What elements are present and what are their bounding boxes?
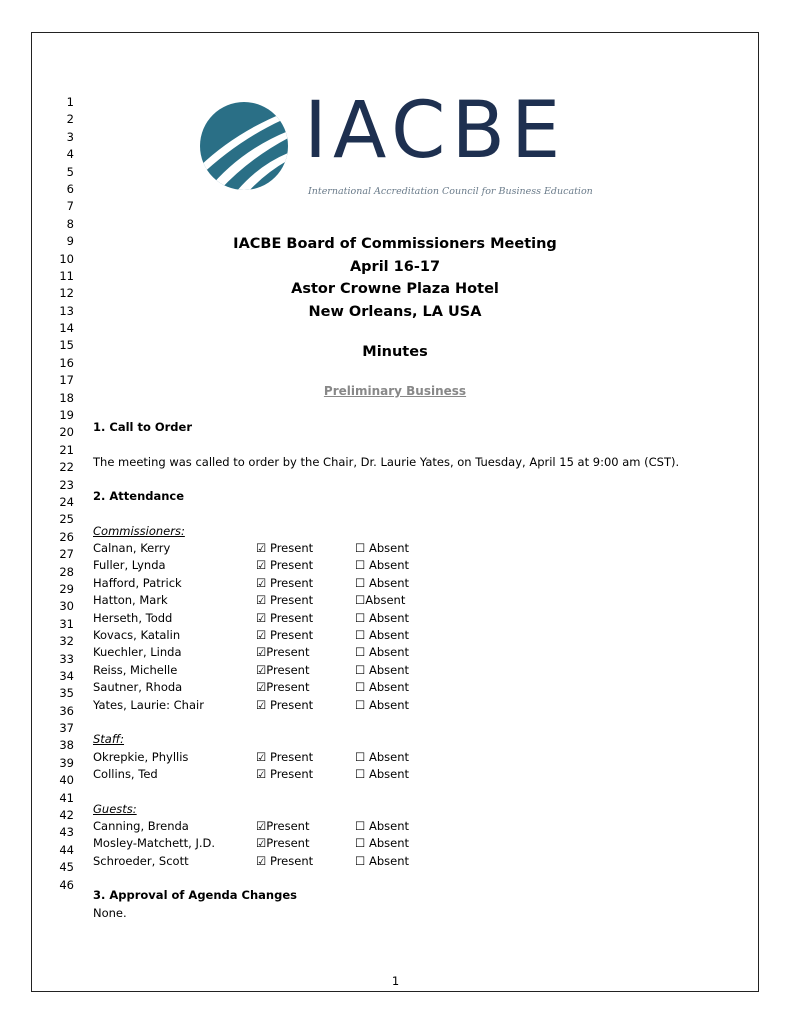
logo-wordmark: IACBE	[304, 86, 567, 176]
line-number: 37	[59, 721, 74, 736]
absent-checkbox: ☐ Absent	[355, 610, 409, 625]
absent-checkbox: ☐ Absent	[355, 853, 409, 868]
attendee-name: Fuller, Lynda	[93, 558, 166, 573]
line-number: 23	[59, 477, 74, 492]
attendee-name: Collins, Ted	[93, 767, 158, 782]
present-checkbox: ☑Present	[256, 819, 310, 833]
line-number: 1	[66, 95, 74, 109]
line-number: 6	[66, 181, 74, 196]
attendee-name: Hafford, Patrick	[93, 575, 182, 590]
attendance-row	[93, 819, 413, 836]
present-checkbox: ☑ Present	[256, 593, 314, 608]
line-number: 14	[59, 321, 74, 336]
page-number: 1	[391, 974, 400, 988]
attendee-name: Yates, Laurie: Chair	[93, 697, 204, 712]
section-agenda-changes-heading: 3. Approval of Agenda Changes	[93, 888, 297, 902]
attendee-name: Herseth, Todd	[93, 610, 173, 625]
present-checkbox: ☑ Present	[256, 750, 314, 764]
line-number: 15	[59, 338, 74, 353]
line-number: 20	[59, 425, 74, 440]
attendance-row	[93, 854, 413, 871]
line-number: 39	[59, 755, 74, 770]
present-checkbox: ☑Present	[256, 836, 310, 851]
line-number: 44	[59, 842, 74, 857]
present-checkbox: ☑ Present	[256, 767, 314, 782]
line-number: 18	[59, 390, 74, 405]
line-number: 27	[59, 547, 74, 562]
iacbe-logo	[196, 86, 596, 200]
line-number: 17	[59, 373, 74, 388]
line-number: 41	[59, 790, 74, 805]
present-checkbox: ☑ Present	[256, 610, 314, 625]
attendee-name: Okrepkie, Phyllis	[93, 750, 189, 764]
absent-checkbox: ☐ Absent	[355, 558, 409, 573]
absent-checkbox: ☐ Absent	[355, 697, 409, 712]
line-number: 21	[59, 442, 74, 457]
absent-checkbox: ☐ Absent	[355, 767, 409, 782]
present-checkbox: ☑ Present	[256, 575, 314, 590]
line-number: 33	[59, 651, 74, 666]
meeting-location: New Orleans, LA USA	[308, 303, 482, 320]
line-number: 25	[59, 512, 74, 527]
absent-checkbox: ☐ Absent	[355, 662, 409, 677]
guests-label: Guests:	[93, 802, 137, 816]
attendee-name: Hatton, Mark	[93, 593, 168, 608]
line-number: 29	[59, 581, 74, 596]
agenda-changes-text: None.	[93, 906, 127, 920]
line-number: 35	[59, 686, 74, 701]
preliminary-business-heading: Preliminary Business	[323, 384, 467, 398]
absent-checkbox: ☐ Absent	[355, 750, 409, 764]
line-number: 7	[66, 199, 74, 214]
attendance-row	[93, 767, 413, 784]
present-checkbox: ☑Present	[256, 662, 310, 677]
attendance-row	[93, 576, 413, 593]
attendee-name: Schroeder, Scott	[93, 853, 189, 868]
line-number: 12	[59, 286, 74, 301]
attendee-name: Kovacs, Katalin	[93, 628, 181, 642]
line-number: 43	[59, 825, 74, 840]
line-number: 22	[59, 460, 74, 475]
attendance-row	[93, 541, 413, 558]
call-to-order-text: The meeting was called to order by the Chair, Dr. Laurie Yates, on Tuesday, April 15 at 9:00 am (CST).	[93, 455, 680, 469]
present-checkbox: ☑Present	[256, 680, 310, 695]
line-number: 38	[59, 738, 74, 753]
meeting-dates: April 16-17	[349, 258, 441, 275]
section-attendance-heading: 2. Attendance	[93, 489, 185, 503]
commissioners-label: Commissioners:	[93, 524, 185, 538]
logo-globe-icon	[196, 100, 296, 192]
absent-checkbox: ☐ Absent	[355, 541, 409, 555]
absent-checkbox: ☐ Absent	[355, 628, 409, 642]
line-number: 24	[59, 494, 74, 509]
line-number: 46	[59, 877, 74, 892]
line-number: 9	[66, 234, 74, 249]
absent-checkbox: ☐Absent	[355, 593, 406, 608]
line-number: 36	[59, 703, 74, 718]
line-number: 2	[66, 112, 74, 127]
attendance-row	[93, 558, 413, 575]
absent-checkbox: ☐ Absent	[355, 819, 409, 833]
attendance-row	[93, 628, 413, 645]
attendance-row	[93, 593, 413, 610]
section-call-to-order-heading: 1. Call to Order	[93, 420, 193, 434]
line-number: 40	[59, 773, 74, 788]
line-number: 4	[66, 147, 74, 162]
attendance-row	[93, 698, 413, 715]
line-number: 42	[59, 808, 74, 823]
attendance-row	[93, 836, 413, 853]
meeting-venue: Astor Crowne Plaza Hotel	[291, 281, 499, 298]
present-checkbox: ☑ Present	[256, 697, 314, 712]
present-checkbox: ☑ Present	[256, 558, 314, 573]
line-number: 8	[66, 216, 74, 231]
line-number: 10	[59, 251, 74, 266]
absent-checkbox: ☐ Absent	[355, 645, 409, 660]
absent-checkbox: ☐ Absent	[355, 836, 409, 851]
line-number: 28	[59, 564, 74, 579]
line-number: 16	[59, 355, 74, 370]
line-number: 19	[59, 408, 74, 423]
line-number: 30	[59, 599, 74, 614]
absent-checkbox: ☐ Absent	[355, 680, 409, 695]
logo-subtitle: International Accreditation Council for Business Education	[308, 186, 593, 197]
line-number: 5	[66, 164, 74, 179]
line-number: 3	[66, 129, 74, 144]
staff-label: Staff:	[93, 732, 125, 746]
absent-checkbox: ☐ Absent	[355, 575, 409, 590]
meeting-title: IACBE Board of Commissioners Meeting	[233, 236, 557, 252]
attendee-name: Reiss, Michelle	[93, 662, 178, 677]
line-number: 31	[59, 616, 74, 631]
line-number: 26	[59, 529, 74, 544]
attendee-name: Kuechler, Linda	[93, 645, 182, 660]
attendee-name: Canning, Brenda	[93, 819, 189, 833]
line-number: 32	[59, 634, 74, 649]
line-numbers	[56, 94, 74, 894]
attendance-row	[93, 663, 413, 680]
present-checkbox: ☑ Present	[256, 628, 314, 642]
attendance-row	[93, 680, 413, 697]
line-number: 45	[59, 860, 74, 875]
attendance-row	[93, 750, 413, 767]
line-number: 13	[59, 303, 74, 318]
attendance-row	[93, 645, 413, 662]
present-checkbox: ☑Present	[256, 645, 310, 660]
present-checkbox: ☑ Present	[256, 541, 314, 555]
attendee-name: Calnan, Kerry	[93, 541, 171, 555]
attendee-name: Mosley-Matchett, J.D.	[93, 836, 216, 851]
attendance-row	[93, 611, 413, 628]
line-number: 34	[59, 668, 74, 683]
minutes-heading: Minutes	[362, 344, 428, 360]
present-checkbox: ☑ Present	[256, 853, 314, 868]
line-number: 11	[59, 268, 74, 283]
attendee-name: Sautner, Rhoda	[93, 680, 183, 695]
meeting-title-block	[120, 233, 670, 323]
